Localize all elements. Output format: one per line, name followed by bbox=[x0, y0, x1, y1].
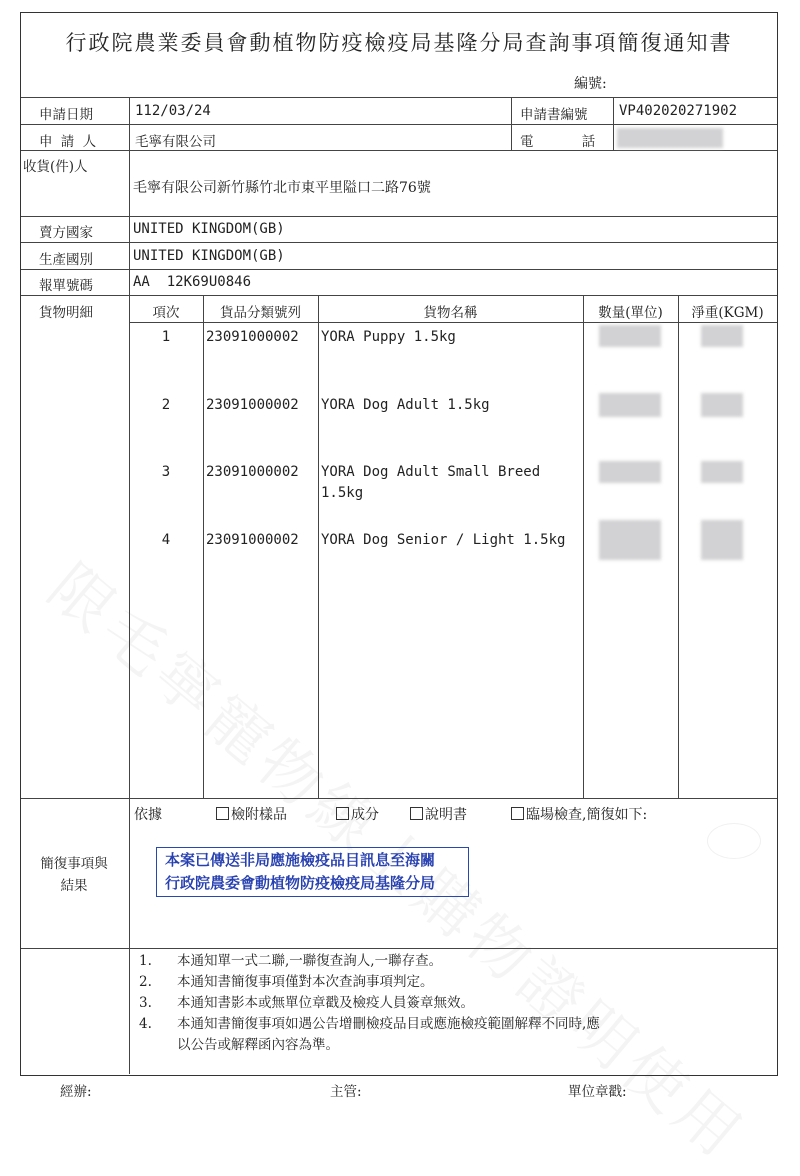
redacted-quantity bbox=[599, 393, 661, 417]
rule bbox=[21, 216, 777, 217]
col-item-no: 項次 bbox=[152, 305, 180, 321]
supervisor-label: 主管: bbox=[330, 1084, 362, 1100]
redacted-weight bbox=[701, 461, 743, 483]
rule bbox=[21, 97, 777, 98]
rule bbox=[21, 948, 777, 949]
apply-date-label: 申請日期 bbox=[39, 107, 93, 123]
option-manual: 說明書 bbox=[410, 804, 467, 824]
rule bbox=[21, 150, 777, 151]
form-no-value: VP402020271902 bbox=[619, 103, 738, 119]
redacted-quantity bbox=[599, 520, 661, 560]
checkbox-sample[interactable] bbox=[216, 807, 229, 820]
item-no: 2 bbox=[161, 397, 171, 413]
watermark-logo-icon bbox=[707, 823, 761, 859]
goods-name: YORA Puppy 1.5kg bbox=[321, 329, 456, 345]
declaration-no-label: 報單號碼 bbox=[39, 278, 93, 294]
stamp-line-2: 行政院農委會動植物防疫檢疫局基隆分局 bbox=[165, 874, 436, 892]
rule bbox=[318, 295, 319, 798]
seller-country-label: 賣方國家 bbox=[39, 225, 93, 241]
document-title: 行政院農業委員會動植物防疫檢疫局基隆分局查詢事項簡復通知書 bbox=[65, 31, 733, 55]
col-net-weight: 淨重(KGM) bbox=[691, 305, 764, 321]
stamp-line-1: 本案已傳送非局應施檢疫品目訊息至海關 bbox=[165, 851, 436, 869]
result-section-label: 簡復事項與結果 bbox=[40, 856, 108, 894]
origin-country-value: UNITED KINGDOM(GB) bbox=[133, 248, 285, 264]
rule bbox=[129, 322, 777, 323]
item-no: 1 bbox=[161, 329, 171, 345]
rule bbox=[21, 124, 777, 125]
col-tariff-code: 貨品分類號列 bbox=[220, 305, 301, 321]
checkbox-manual[interactable] bbox=[410, 807, 423, 820]
note-item: 3. 本通知書影本或無單位章戳及檢疫人員簽章無效。 bbox=[139, 995, 474, 1011]
col-quantity: 數量(單位) bbox=[598, 305, 663, 321]
applicant-label: 申 請 人 bbox=[39, 134, 99, 150]
note-item: 1. 本通知單一式二聯,一聯復查詢人,一聯存查。 bbox=[139, 953, 443, 969]
goods-section-label: 貨物明細 bbox=[39, 305, 93, 321]
item-no: 3 bbox=[161, 464, 171, 480]
tariff-code: 23091000002 bbox=[206, 329, 299, 345]
redacted-weight bbox=[701, 520, 743, 560]
receiver-value: 毛寧有限公司新竹縣竹北市東平里隘口二路76號 bbox=[133, 180, 431, 196]
rule bbox=[129, 97, 130, 1074]
rule bbox=[678, 295, 679, 798]
origin-country-label: 生產國別 bbox=[39, 252, 93, 268]
redacted-quantity bbox=[599, 325, 661, 347]
rule bbox=[21, 295, 777, 296]
notice-form bbox=[20, 12, 778, 1076]
col-goods-name: 貨物名稱 bbox=[423, 305, 478, 321]
tariff-code: 23091000002 bbox=[206, 397, 299, 413]
goods-name: YORA Dog Senior / Light 1.5kg bbox=[321, 532, 566, 548]
declaration-no-value: AA 12K69U0846 bbox=[133, 274, 252, 290]
rule bbox=[511, 97, 512, 150]
rule bbox=[583, 295, 584, 798]
tariff-code: 23091000002 bbox=[206, 464, 299, 480]
receiver-label: 收貨(件)人 bbox=[23, 159, 88, 175]
rule bbox=[203, 295, 204, 798]
option-onsite: 臨場檢查,簡復如下: bbox=[511, 804, 647, 824]
unit-stamp-label: 單位章戳: bbox=[568, 1084, 627, 1100]
goods-name: YORA Dog Adult Small Breed 1.5kg bbox=[321, 464, 541, 501]
option-ingredients: 成分 bbox=[336, 804, 379, 824]
result-stamp bbox=[156, 847, 469, 897]
note-item: 以公告或解釋函內容為準。 bbox=[177, 1037, 339, 1053]
serial-label: 編號: bbox=[574, 76, 607, 92]
note-item: 2. 本通知書簡復事項僅對本次查詢事項判定。 bbox=[139, 974, 434, 990]
redacted-weight bbox=[701, 325, 743, 347]
applicant-value: 毛寧有限公司 bbox=[135, 134, 216, 150]
rule bbox=[21, 269, 777, 270]
basis-label: 依據 bbox=[134, 807, 162, 823]
rule bbox=[21, 798, 777, 799]
checkbox-ingredients[interactable] bbox=[336, 807, 349, 820]
item-no: 4 bbox=[161, 532, 171, 548]
seller-country-value: UNITED KINGDOM(GB) bbox=[133, 221, 285, 237]
goods-name: YORA Dog Adult 1.5kg bbox=[321, 397, 490, 413]
apply-date-value: 112/03/24 bbox=[135, 103, 211, 119]
tariff-code: 23091000002 bbox=[206, 532, 299, 548]
checkbox-onsite[interactable] bbox=[511, 807, 524, 820]
redacted-quantity bbox=[599, 461, 661, 483]
redacted-phone bbox=[617, 128, 723, 148]
rule bbox=[21, 242, 777, 243]
option-sample: 檢附樣品 bbox=[216, 804, 287, 824]
redacted-weight bbox=[701, 393, 743, 417]
form-no-label: 申請書編號 bbox=[520, 107, 588, 123]
handler-label: 經辦: bbox=[60, 1084, 92, 1100]
note-item: 4. 本通知書簡復事項如遇公告增刪檢疫品目或應施檢疫範圍解釋不同時,應 bbox=[139, 1016, 600, 1032]
phone-label: 電 話 bbox=[520, 134, 618, 150]
